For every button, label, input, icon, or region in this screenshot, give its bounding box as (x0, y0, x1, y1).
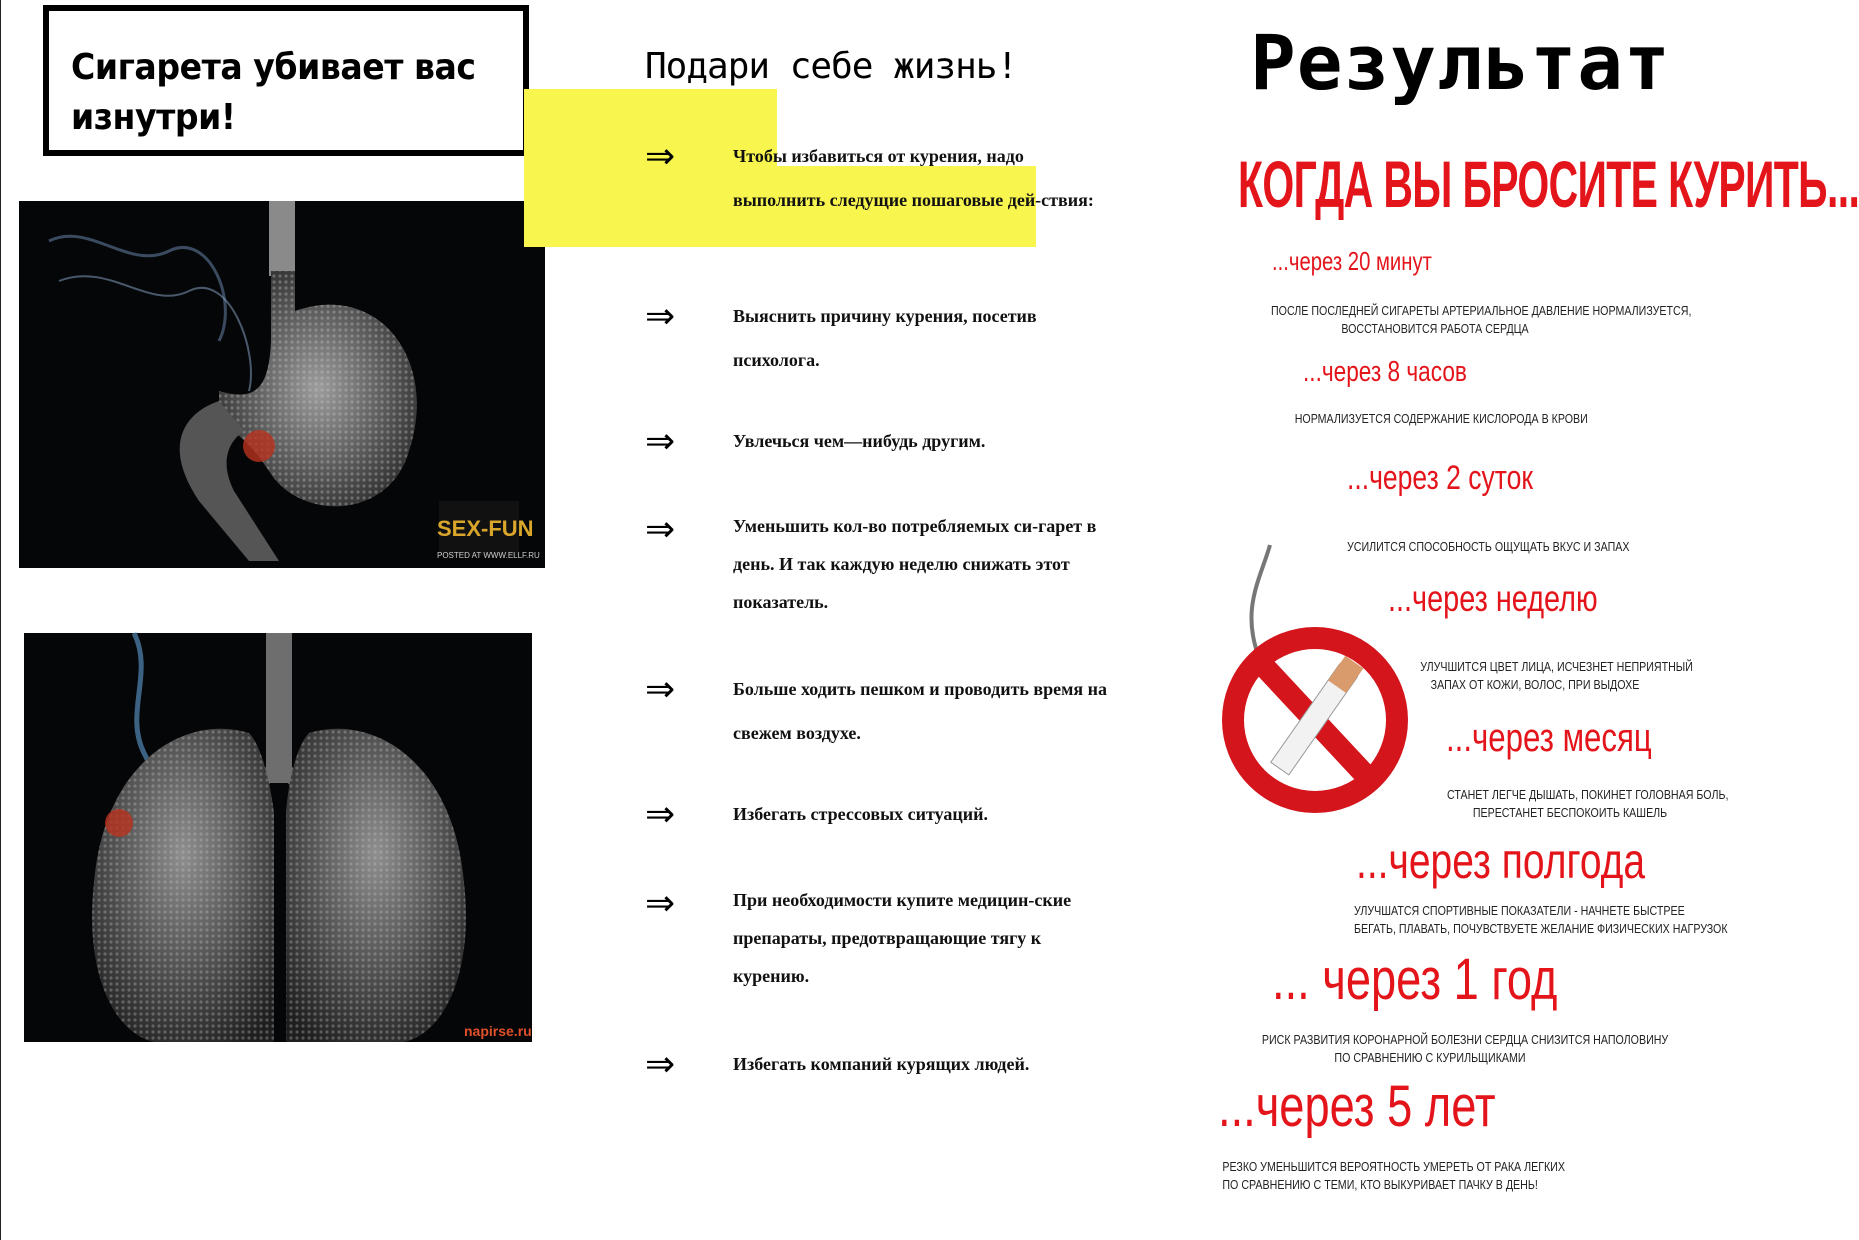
result-title: Результат (1250, 18, 1671, 107)
quit-headline: КОГДА ВЫ БРОСИТЕ КУРИТЬ... (1238, 147, 1859, 221)
watermark-napirse: napirse.ru (464, 1023, 532, 1039)
step-text: Чтобы избавиться от курения, надо выполнить следущие пошаговые дей-ствия: (733, 146, 1094, 210)
arrow-icon: ⇒ (645, 1044, 676, 1085)
period-label: ...через 8 часов (1303, 356, 1467, 388)
arrow-icon: ⇒ (645, 136, 676, 177)
period-desc: НОРМАЛИЗУЕТСЯ СОДЕРЖАНИЕ КИСЛОРОДА В КРОВИ (1294, 411, 1588, 426)
period-desc: РЕЗКО УМЕНЬШИТСЯ ВЕРОЯТНОСТЬ УМЕРЕТЬ ОТ РАКА ЛЕГКИХ ПО СРАВНЕНИЮ С ТЕМИ, КТО ВЫКУРИВАЕТ ПАЧКУ В ДЕНЬ! (1222, 1159, 1565, 1192)
period-desc: УСИЛИТСЯ СПОСОБНОСТЬ ОЩУЩАТЬ ВКУС И ЗАПАХ (1347, 539, 1630, 554)
period-desc: УЛУЧШИТСЯ ЦВЕТ ЛИЦА, ИСЧЕЗНЕТ НЕПРИЯТНЫЙ ЗАПАХ ОТ КОЖИ, ВОЛОС, ПРИ ВЫДОХЕ (1420, 659, 1693, 692)
arrow-icon: ⇒ (645, 509, 676, 550)
step-text: Избегать стрессовых ситуаций. (733, 804, 988, 824)
period-desc: УЛУЧШАТСЯ СПОРТИВНЫЕ ПОКАЗАТЕЛИ - НАЧНЕТЕ БЫСТРЕЕ БЕГАТЬ, ПЛАВАТЬ, ПОЧУВСТВУЕТЕ ЖЕЛАНИЕ ФИЗИЧЕСКИХ НАГРУЗОК (1354, 903, 1728, 936)
period-desc: РИСК РАЗВИТИЯ КОРОНАРНОЙ БОЛЕЗНИ СЕРДЦА СНИЗИТСЯ НАПОЛОВИНУ ПО СРАВНЕНИЮ С КУРИЛЬЩИКАМИ (1261, 1032, 1669, 1065)
step-text: Уменьшить кол-во потребляемых си-гарет в день. И так каждую неделю снижать этот показатель. (733, 516, 1097, 612)
no-smoking-icon (1220, 540, 1410, 830)
title-box (43, 5, 529, 156)
step-text: Увлечься чем—нибудь другим. (733, 431, 986, 451)
arrow-icon: ⇒ (645, 421, 676, 462)
arrow-icon: ⇒ (645, 669, 676, 710)
middle-title: Подари себе жизнь! (645, 46, 1018, 87)
watermark-sexfun: SEX-FUN (437, 516, 534, 541)
step-text: Выяснить причину курения, посетив психолога. (733, 306, 1037, 370)
period-label: ... через 1 год (1272, 947, 1558, 1012)
period-label: ...через 20 минут (1272, 246, 1432, 276)
left-title: Сигарета убивает вас изнутри! (71, 47, 476, 138)
step-text: Больше ходить пешком и проводить время на свежем воздухе. (733, 679, 1108, 743)
period-label: ...через неделю (1388, 578, 1598, 619)
period-desc: ПОСЛЕ ПОСЛЕДНЕЙ СИГАРЕТЫ АРТЕРИАЛЬНОЕ ДАВЛЕНИЕ НОРМАЛИЗУЕТСЯ, ВОССТАНОВИТСЯ РАБОТА СЕРДЦА (1271, 303, 1692, 336)
step-text: Избегать компаний курящих людей. (733, 1054, 1030, 1074)
watermark-caption: POSTED AT WWW.ELLF.RU (437, 551, 540, 560)
arrow-icon: ⇒ (645, 794, 676, 835)
period-label: ...через месяц (1446, 716, 1652, 760)
arrow-icon: ⇒ (645, 296, 676, 337)
period-label: ...через полгода (1356, 833, 1646, 889)
page-edge (0, 0, 1, 1240)
period-desc: СТАНЕТ ЛЕГЧЕ ДЫШАТЬ, ПОКИНЕТ ГОЛОВНАЯ БОЛЬ, ПЕРЕСТАНЕТ БЕСПОКОИТЬ КАШЕЛЬ (1447, 787, 1729, 820)
step-text: При необходимости купите медицин-ские препараты, предотвращающие тягу к курению. (733, 890, 1072, 986)
stomach-photo (19, 201, 545, 568)
period-label: ...через 2 суток (1347, 459, 1533, 497)
lungs-photo (24, 633, 532, 1042)
period-label: ...через 5 лет (1218, 1074, 1496, 1139)
arrow-icon: ⇒ (645, 883, 676, 924)
